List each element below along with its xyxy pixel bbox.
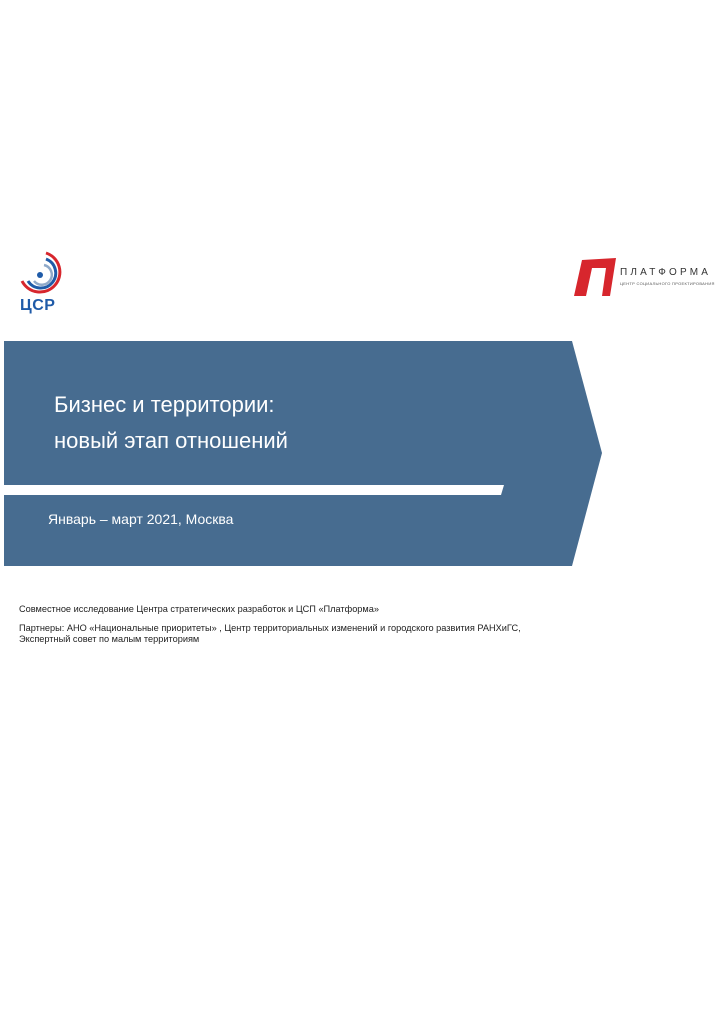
platforma-logo <box>572 256 722 300</box>
page-title <box>54 387 288 459</box>
platforma-name: ПЛАТФОРМА <box>620 267 712 278</box>
title-line-1: Бизнес и территории: <box>54 392 275 417</box>
notes-block <box>19 604 579 653</box>
title-line-2: новый этап отношений <box>54 428 288 453</box>
platforma-mark-icon <box>572 256 618 300</box>
partners-line-2: Экспертный совет по малым территориям <box>19 634 200 644</box>
research-note: Совместное исследование Центра стратегических разработок и ЦСП «Платформа» <box>19 604 379 614</box>
partners-line-1: Партнеры: АНО «Национальные приоритеты» , Центр территориальных изменений и городского развития РАНХиГС, <box>19 623 521 633</box>
partners-note <box>19 623 579 645</box>
title-slide <box>0 235 724 670</box>
banner-divider <box>4 485 504 495</box>
platforma-subtitle: ЦЕНТР СОЦИАЛЬНОГО ПРОЕКТИРОВАНИЯ <box>620 281 715 286</box>
date-location: Январь – март 2021, Москва <box>48 511 234 527</box>
csr-emblem-icon <box>16 249 66 299</box>
csr-logo-text: ЦСР <box>20 297 56 314</box>
